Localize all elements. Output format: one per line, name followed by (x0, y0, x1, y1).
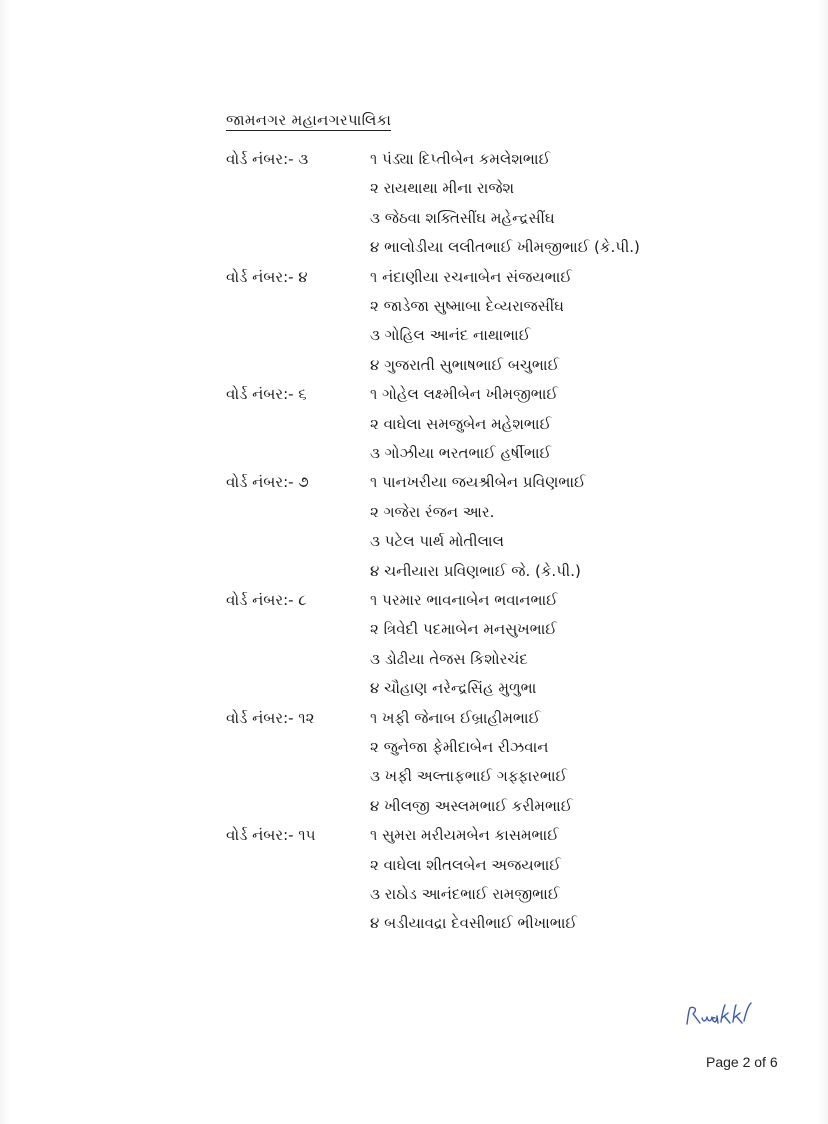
member-name: ૨ જુનેજા ફેમીદાબેન રીઝવાન (370, 738, 549, 756)
ward-label: વોર્ડ નંબર:- ૮ (226, 591, 307, 609)
ward-label: વોર્ડ નંબર:- ૬ (226, 385, 307, 404)
page-number: Page 2 of 6 (706, 1054, 778, 1070)
member-name: ૪ ચનીયારા પ્રવિણભાઈ જે. (કે.પી.) (370, 561, 581, 580)
member-name: ૧ સુમરા મરીયમબેન કાસમભાઈ (370, 826, 559, 845)
member-name: ૧ નંદાણીયા રચનાબેન સંજયભાઈ (370, 267, 572, 286)
member-name: ૪ ખીલજી અસ્લમભાઈ કરીમભાઈ (370, 796, 573, 815)
member-name: ૧ પંડ્યા દિપ્તીબેન કમલેશભાઈ (370, 150, 551, 168)
member-name: ૧ ગોહેલ લક્ષ્મીબેન ખીમજીભાઈ (370, 385, 559, 404)
member-name: ૩ ગોહિલ આનંદ નાથાભાઈ (370, 326, 531, 345)
ward-label: વોર્ડ નંબર:- ૪ (226, 267, 308, 286)
signature (684, 1000, 754, 1034)
ward-label: વોર્ડ નંબર:- ૧૨ (226, 708, 315, 727)
document-heading: જામનગર મહાનગરપાલિકા (226, 111, 392, 129)
member-name: ૧ ખફી જેનાબ ઈબ્રાહીમભાઈ (370, 708, 541, 727)
member-name: ૨ વાઘેલા સમજુબેન મહેશભાઈ (370, 414, 552, 433)
member-name: ૩ ગોઝીયા ભરતભાઈ હર્ષીભાઈ (370, 444, 552, 462)
member-name: ૩ રાઠોડ આનંદભાઈ રામજીભાઈ (370, 885, 560, 903)
ward-label: વોર્ડ નંબર:- ૭ (226, 473, 309, 492)
member-name: ૨ રાયથાથા મીના રાજેશ (370, 179, 515, 198)
signature-drawing (684, 1000, 754, 1030)
member-name: ૪ ચૌહાણ નરેન્દ્રસિંહ મુળુભા (370, 679, 537, 698)
ward-label: વોર્ડ નંબર:- ૧૫ (226, 826, 316, 845)
member-name: ૩ પટેલ પાર્થ મોતીલાલ (370, 532, 504, 551)
member-name: ૨ ગજેરા રંજન આર. (370, 502, 495, 521)
ward-label: વોર્ડ નંબર:- ૩ (226, 150, 309, 168)
member-name: ૪ ભાલોડીયા લલીતભાઈ ખીમજીભાઈ (કે.પી.) (370, 238, 640, 257)
member-name: ૪ બડીયાવદ્રા દેવસીભાઈ ભીખાભાઈ (370, 914, 577, 933)
member-name: ૧ પરમાર ભાવનાબેન ભવાનભાઈ (370, 591, 558, 609)
member-name: ૧ પાનખરીયા જયશ્રીબેન પ્રવિણભાઈ (370, 473, 586, 492)
member-name: ૩ જેઠવા શક્તિસીંઘ મહેન્દ્રસીંઘ (370, 208, 555, 227)
member-name: ૨ ત્રિવેદી પદમાબેન મનસુખભાઈ (370, 620, 557, 639)
member-name: ૨ વાઘેલા શીતલબેન અજયભાઈ (370, 855, 561, 874)
member-name: ૩ ડોઢીયા તેજસ કિશોરચંદ (370, 649, 528, 668)
member-name: ૩ ખફી અલ્તાફભાઈ ગફ્ફારભાઈ (370, 767, 568, 786)
member-name: ૨ જાડેજા સુષ્માબા દેવ્યરાજસીંઘ (370, 297, 564, 315)
member-name: ૪ ગુજરાતી સુભાષભાઈ બચુભાઈ (370, 355, 560, 374)
